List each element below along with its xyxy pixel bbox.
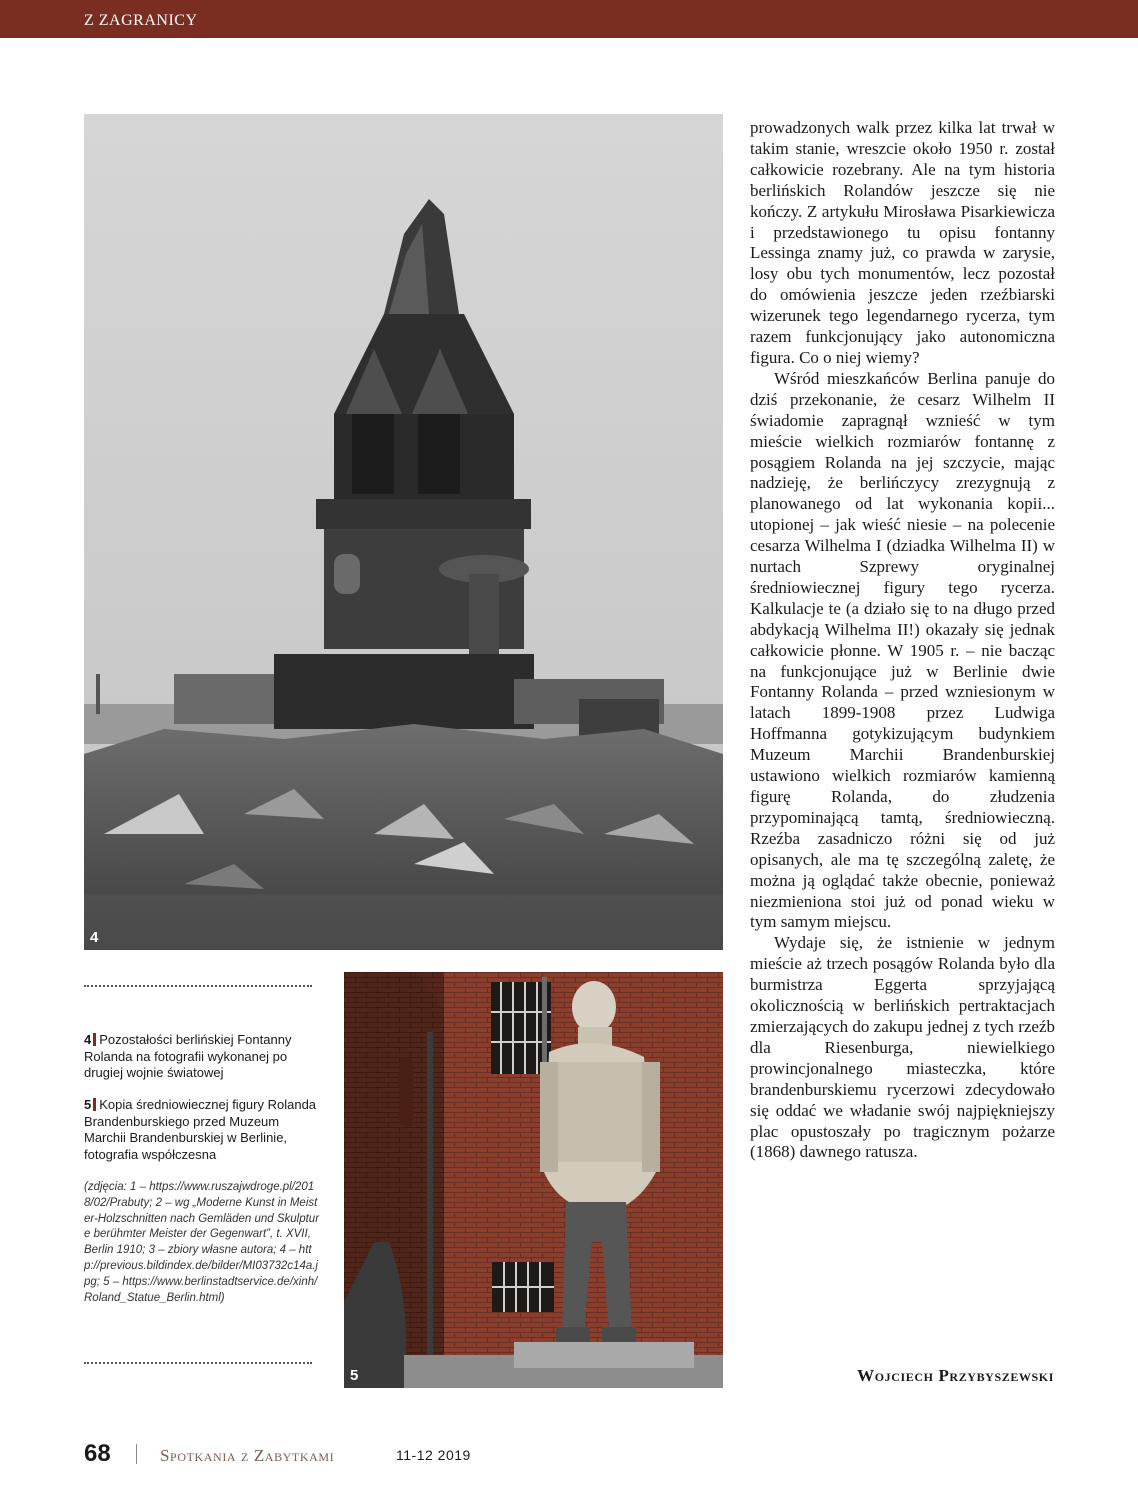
section-title: Z ZAGRANICY xyxy=(84,12,198,29)
photo-roland-statue xyxy=(344,972,723,1388)
issue-number: 11-12 2019 xyxy=(396,1447,471,1463)
caption-number: 5 xyxy=(84,1097,92,1112)
article-author: Wojciech Przybyszewski xyxy=(857,1366,1054,1385)
caption-number: 4 xyxy=(84,1032,92,1047)
article-paragraph: Wśród mieszkańców Berlina panuje do dziś przekonanie, że cesarz Wilhelm II świadomie zapragnął wznieść w tym mieście wielkich rozmiarów fontannę z posągiem Rolanda na jej szczycie, mając nadzieję, że berlińczycy zrezygnują z planowanego od lat wykonania kopii... utopionej – jak wieść niesie – na polecenie cesarza Wilhelma I (dziadka Wilhelma II) w nurtach Szprewy oryginalnej średniowiecznej figury tego rycerza. Kalkulacje te (a działo się to na długo przed abdykacją Wilhelma II!) okazały się jednak całkowicie płonne. W 1905 r. – nie bacząc na funkcjonujące już w Berlinie dwie Fontanny Rolanda – przed wzniesionym w latach 1899-1908 przez Ludwiga Hoffmanna gotykizującym budynkiem Muzeum Marchii Brandenburskiej ustawiono wielkich rozmiarów kamienną figurę Rolanda, do złudzenia przypominającą tamtą, średniowieczną. Rzeźba zasadniczo różni się od już opisanych, ale ma tę szczególną zaletę, że można ją oglądać także obecnie, ponieważ niezmieniona stoi już od ponad wieku w tym samym miejscu. xyxy=(750,368,1055,932)
caption-divider-top xyxy=(84,985,312,987)
article-body xyxy=(750,118,1055,1163)
magazine-name: Spotkania z Zabytkami xyxy=(160,1446,335,1465)
article-paragraph: Wydaje się, że istnienie w jednym mieście aż trzech posągów Rolanda było dla burmistrza Eggerta sprzyjającą okolicznością w berlińskich pertraktacjach zmierzających do zakupu jednej z tych rzeźb dla Riesenburga, niewielkiego prowincjonalnego miasteczka, które brandenburskiemu rycerzowi zdecydowało się oddać we władanie swój najpiękniejszy plac opustoszały po tragicznym pożarze (1868) dawnego ratusza. xyxy=(750,933,1055,1162)
photo-number-4: 4 xyxy=(90,929,99,946)
caption-text: Kopia średniowiecznej figury Rolanda Brandenburskiego przed Muzeum Marchii Brandenburskiej w Berlinie, fotografia współczesna xyxy=(84,1097,317,1162)
caption-divider-bottom xyxy=(84,1362,312,1364)
photo-number-5: 5 xyxy=(350,1367,359,1384)
caption-4 xyxy=(84,1032,320,1082)
footer-separator xyxy=(136,1444,137,1464)
page-footer xyxy=(84,1440,584,1470)
caption-text: Pozostałości berlińskiej Fontanny Rolanda na fotografii wykonanej po drugiej wojnie światowej xyxy=(84,1032,292,1080)
article-paragraph: prowadzonych walk przez kilka lat trwał w takim stanie, wreszcie około 1950 r. został całkowicie rozebrany. Ale na tym historia berlińskich Rolandów jeszcze się nie kończy. Z artykułu Mirosława Pisarkiewicza i przedstawionego tu opisu fontanny Lessinga znamy już, co prawda w zarysie, losy obu tych monumentów, lecz pozostał do omówienia jeszcze jeden rzeźbiarski wizerunek tego legendarnego rycerza, tym razem funkcjonujący jako autonomiczna figura. Co o niej wiemy? xyxy=(750,118,1055,367)
caption-marker xyxy=(93,1033,96,1046)
caption-5 xyxy=(84,1097,320,1163)
page-number: 68 xyxy=(84,1440,111,1467)
photo-credits: (zdjęcia: 1 – https://www.ruszajwdroge.pl/2018/02/Prabuty; 2 – wg „Moderne Kunst in Meister-Holzschnitten nach Gemläden und Skulpture berühmter Meister der Gegenwart”, t. XVII, Berlin 1910; 3 – zbiory własne autora; 4 – http://previous.bildindex.de/bilder/MI03732c14a.jpg; 5 – https://www.berlinstadtservice.de/xinh/Roland_Statue_Berlin.html) xyxy=(84,1181,320,1304)
section-header-bar xyxy=(0,0,1138,38)
caption-marker xyxy=(93,1098,96,1111)
photo-fountain-ruins xyxy=(84,114,723,950)
